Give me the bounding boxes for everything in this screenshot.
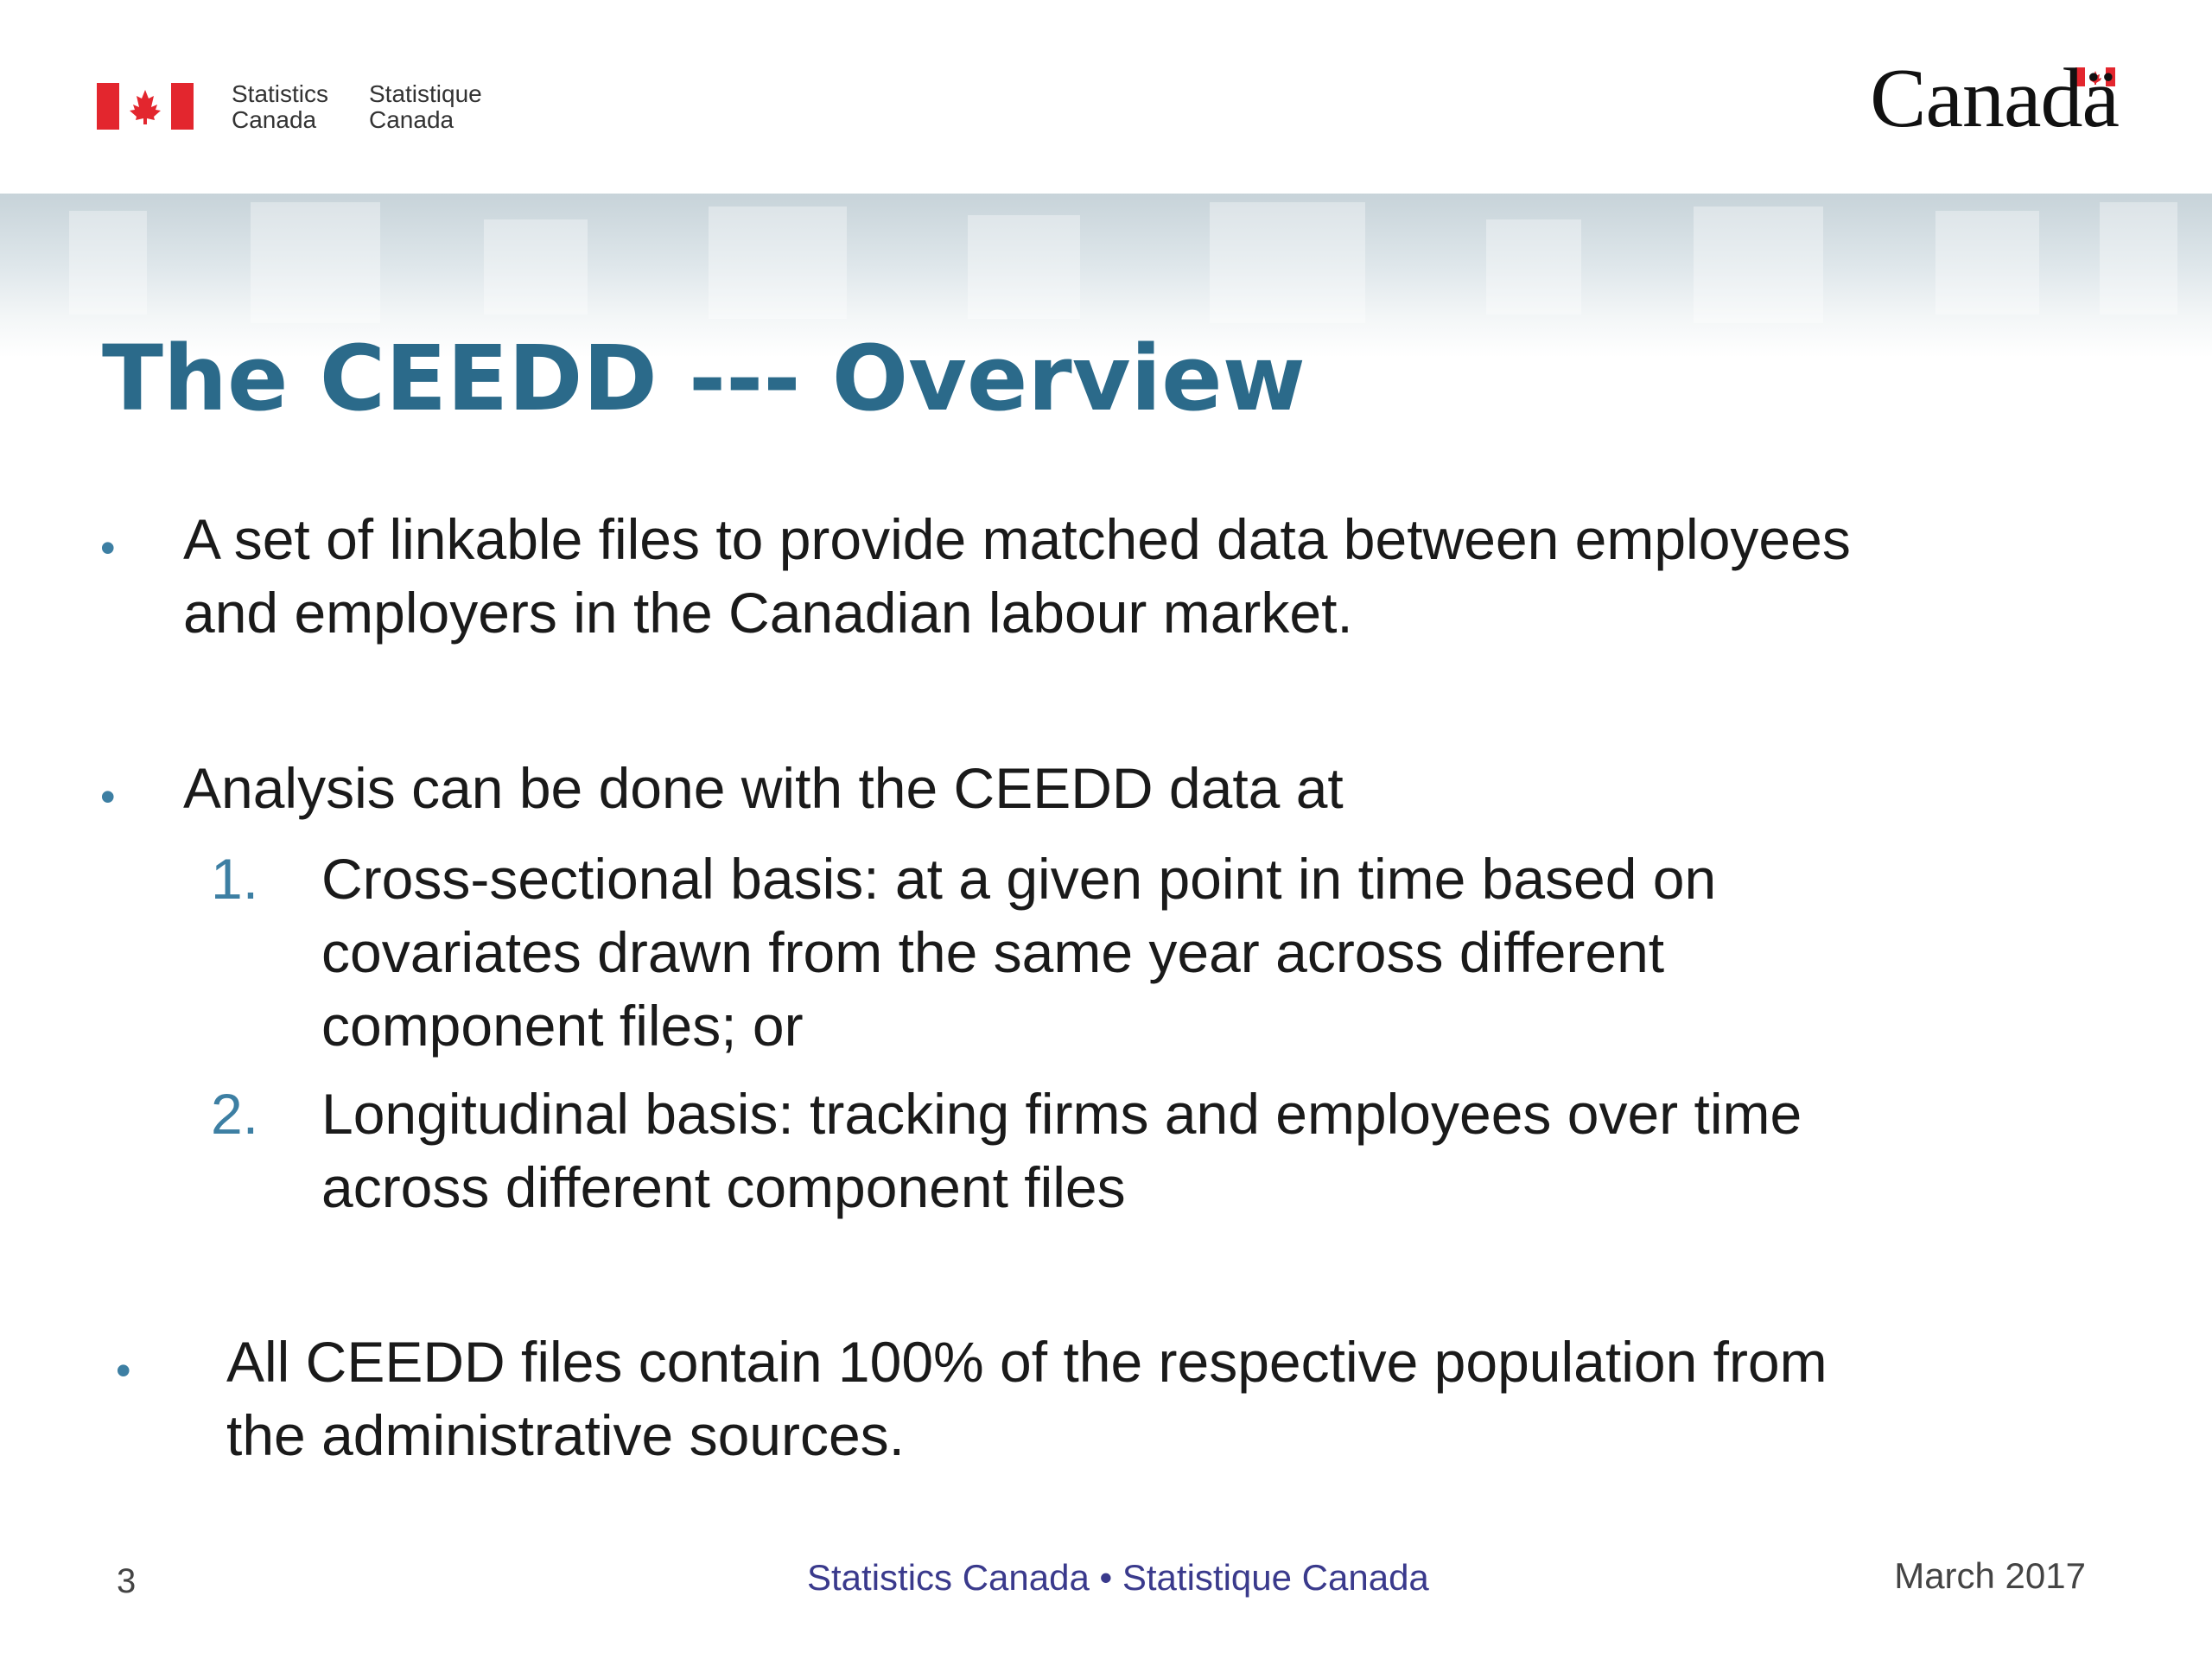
bullet-line: A set of linkable files to provide matched data between employees bbox=[183, 507, 1851, 571]
agency-name-english: Statistics Canada bbox=[232, 80, 329, 133]
bullet-text bbox=[226, 1325, 1827, 1472]
list-number: 2. bbox=[211, 1082, 259, 1146]
bullet-line: Analysis can be done with the CEEDD data at bbox=[183, 756, 1344, 820]
bullet-line: and employers in the Canadian labour market. bbox=[183, 581, 1353, 645]
list-number: 1. bbox=[211, 847, 259, 911]
bullet-text bbox=[183, 503, 1851, 650]
page-number: 3 bbox=[117, 1562, 137, 1600]
agency-name-french: Statistique Canada bbox=[369, 80, 482, 133]
footer-agency: Statistics Canada • Statistique Canada bbox=[807, 1557, 1429, 1598]
footer-date: March 2017 bbox=[1894, 1555, 2086, 1596]
bullet-icon: • bbox=[100, 772, 116, 821]
canada-flag-icon bbox=[97, 83, 194, 130]
bullet-icon: • bbox=[116, 1346, 131, 1395]
subitem-line: covariates drawn from the same year across different bbox=[321, 920, 1665, 984]
subitem-text bbox=[321, 842, 1716, 1063]
slide-title: The CEEDD --- Overview bbox=[102, 326, 1306, 431]
bullet-icon: • bbox=[100, 524, 116, 572]
subitem-line: Cross-sectional basis: at a given point in time based on bbox=[321, 847, 1717, 911]
bullet-text bbox=[183, 752, 1344, 825]
bullet-line: All CEEDD files contain 100% of the respective population from bbox=[226, 1330, 1827, 1394]
subitem-line: Longitudinal basis: tracking firms and employees over time bbox=[321, 1082, 1802, 1146]
slide-header bbox=[0, 0, 2212, 194]
subitem-text bbox=[321, 1077, 1802, 1224]
canada-wordmark: Canadä bbox=[1870, 52, 2119, 145]
bullet-line: the administrative sources. bbox=[226, 1403, 906, 1467]
subitem-line: component files; or bbox=[321, 994, 804, 1058]
subitem-line: across different component files bbox=[321, 1155, 1126, 1219]
